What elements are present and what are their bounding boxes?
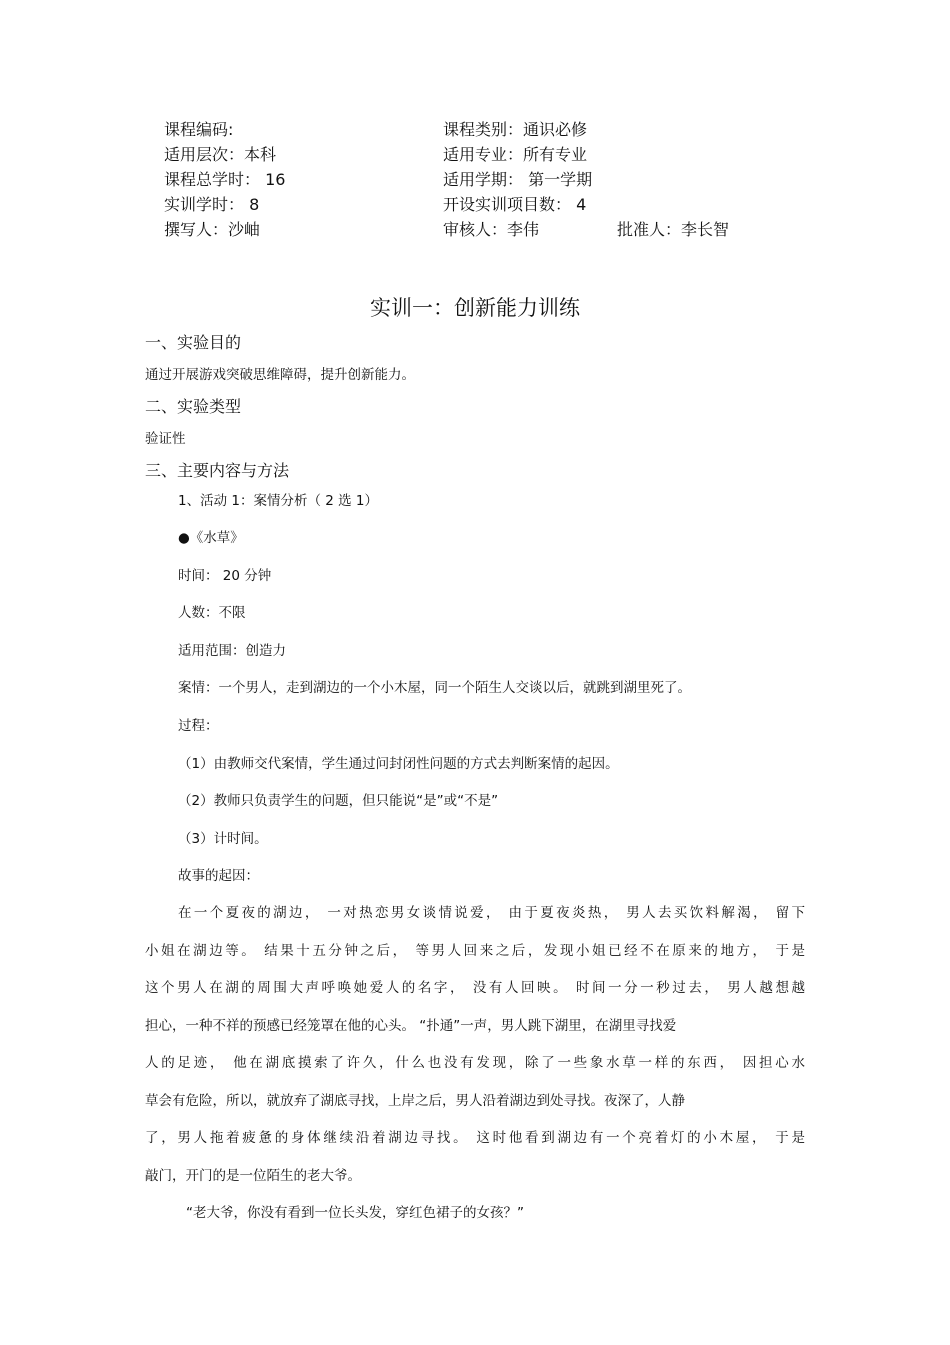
story-line: 在一个夏夜的湖边， 一对热恋男女谈情说爱， 由于夏夜炎热， 男人去买饮料解渴， 留下	[178, 905, 805, 921]
project-count: 开设实训项目数： 4	[443, 195, 587, 214]
course-category: 课程类别：通识必修	[443, 120, 588, 139]
story-line: 担心，一种不祥的预感已经笼罩在他的心头。 “扑通”一声，男人跳下湖里，在湖里寻找爱	[145, 1018, 677, 1034]
story-quote: “老大爷，你没有看到一位长头发，穿红色裙子的女孩？”	[186, 1205, 524, 1221]
story-line: 小姐在湖边等。 结果十五分钟之后， 等男人回来之后，发现小姐已经不在原来的地方， 于是	[145, 943, 805, 959]
section-text-type: 验证性	[145, 431, 186, 447]
activity-step-3: （3）计时间。	[178, 831, 268, 847]
story-heading: 故事的起因：	[178, 868, 259, 884]
section-text-purpose: 通过开展游戏突破思维障碍，提升创新能力。	[145, 367, 415, 383]
applicable-level: 适用层次：本科	[164, 145, 277, 164]
section-heading-purpose: 一、实验目的	[145, 333, 242, 352]
semester: 适用学期： 第一学期	[443, 170, 593, 189]
section-heading-content: 三、主要内容与方法	[145, 461, 290, 480]
course-code: 课程编码:	[164, 120, 234, 139]
story-line: 敲门，开门的是一位陌生的老大爷。	[145, 1168, 361, 1184]
activity-process-label: 过程：	[178, 718, 219, 734]
story-line: 人的足迹， 他在湖底摸索了许久，什么也没有发现，除了一些象水草一样的东西， 因担心水	[145, 1055, 805, 1071]
activity-case: 案情：一个男人，走到湖边的一个小木屋，同一个陌生人交谈以后，就跳到湖里死了。	[178, 680, 691, 696]
activity-people: 人数：不限	[178, 605, 246, 621]
practice-hours: 实训学时： 8	[164, 195, 260, 214]
activity-step-1: （1）由教师交代案情，学生通过问封闭性问题的方式去判断案情的起因。	[178, 756, 619, 772]
page-title: 实训一：创新能力训练	[370, 296, 580, 320]
activity-step-2: （2）教师只负责学生的问题，但只能说“是”或“不是”	[178, 793, 499, 809]
author: 撰写人：沙岫	[164, 220, 261, 239]
total-hours: 课程总学时： 16	[164, 170, 286, 189]
section-heading-type: 二、实验类型	[145, 397, 242, 416]
story-line: 草会有危险，所以，就放弃了湖底寻找，上岸之后，男人沿着湖边到处寻找。夜深了，人静	[145, 1093, 685, 1109]
approver: 批准人：李长智	[617, 220, 730, 239]
activity-title: 1、活动 1：案情分析（ 2 选 1）	[178, 493, 379, 509]
reviewer: 审核人：李伟	[443, 220, 540, 239]
story-line: 了，男人拖着疲惫的身体继续沿着湖边寻找。 这时他看到湖边有一个亮着灯的小木屋， 于是	[145, 1130, 805, 1146]
story-line: 这个男人在湖的周围大声呼唤她爱人的名字， 没有人回映。 时间一分一秒过去， 男人越想越	[145, 980, 805, 996]
activity-time: 时间： 20 分钟	[178, 568, 272, 584]
activity-game-name: ●《水草》	[178, 530, 244, 546]
activity-scope: 适用范围：创造力	[178, 643, 286, 659]
applicable-major: 适用专业：所有专业	[443, 145, 588, 164]
